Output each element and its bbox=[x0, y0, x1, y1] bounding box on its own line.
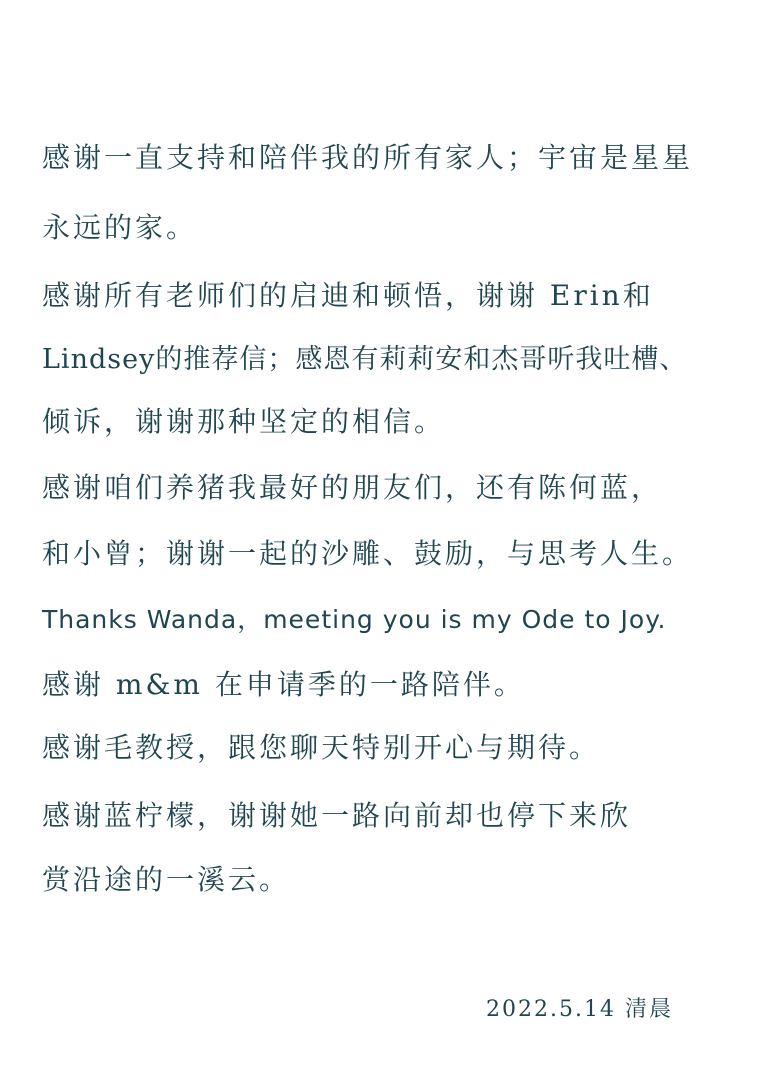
letter-line-6: 感谢咱们养猪我最好的朋友们，还有陈何蓝， bbox=[42, 471, 663, 504]
letter-line-10: 感谢毛教授，跟您聊天特别开心与期待。 bbox=[42, 731, 601, 764]
letter-line-7: 和小曾；谢谢一起的沙雕、鼓励，与思考人生。 bbox=[42, 537, 694, 570]
letter-line-12: 赏沿途的一溪云。 bbox=[42, 863, 291, 896]
letter-line-9: 感谢 m&m 在申请季的一路陪伴。 bbox=[42, 668, 525, 701]
letter-line-8: Thanks Wanda，meeting you is my Ode to Joy. bbox=[42, 605, 667, 634]
letter-line-1: 感谢一直支持和陪伴我的所有家人；宇宙是星星 bbox=[42, 141, 694, 174]
letter-line-2: 永远的家。 bbox=[42, 211, 198, 244]
letter-line-3: 感谢所有老师们的启迪和顿悟，谢谢 Erin和 bbox=[42, 279, 654, 312]
letter-line-5: 倾诉，谢谢那种坚定的相信。 bbox=[42, 405, 446, 438]
letter-line-4: Lindsey的推荐信；感恩有莉莉安和杰哥听我吐槽、 bbox=[42, 344, 688, 375]
signature-date: 2022.5.14 清晨 bbox=[486, 997, 673, 1022]
letter-line-11: 感谢蓝柠檬，谢谢她一路向前却也停下来欣 bbox=[42, 799, 632, 832]
